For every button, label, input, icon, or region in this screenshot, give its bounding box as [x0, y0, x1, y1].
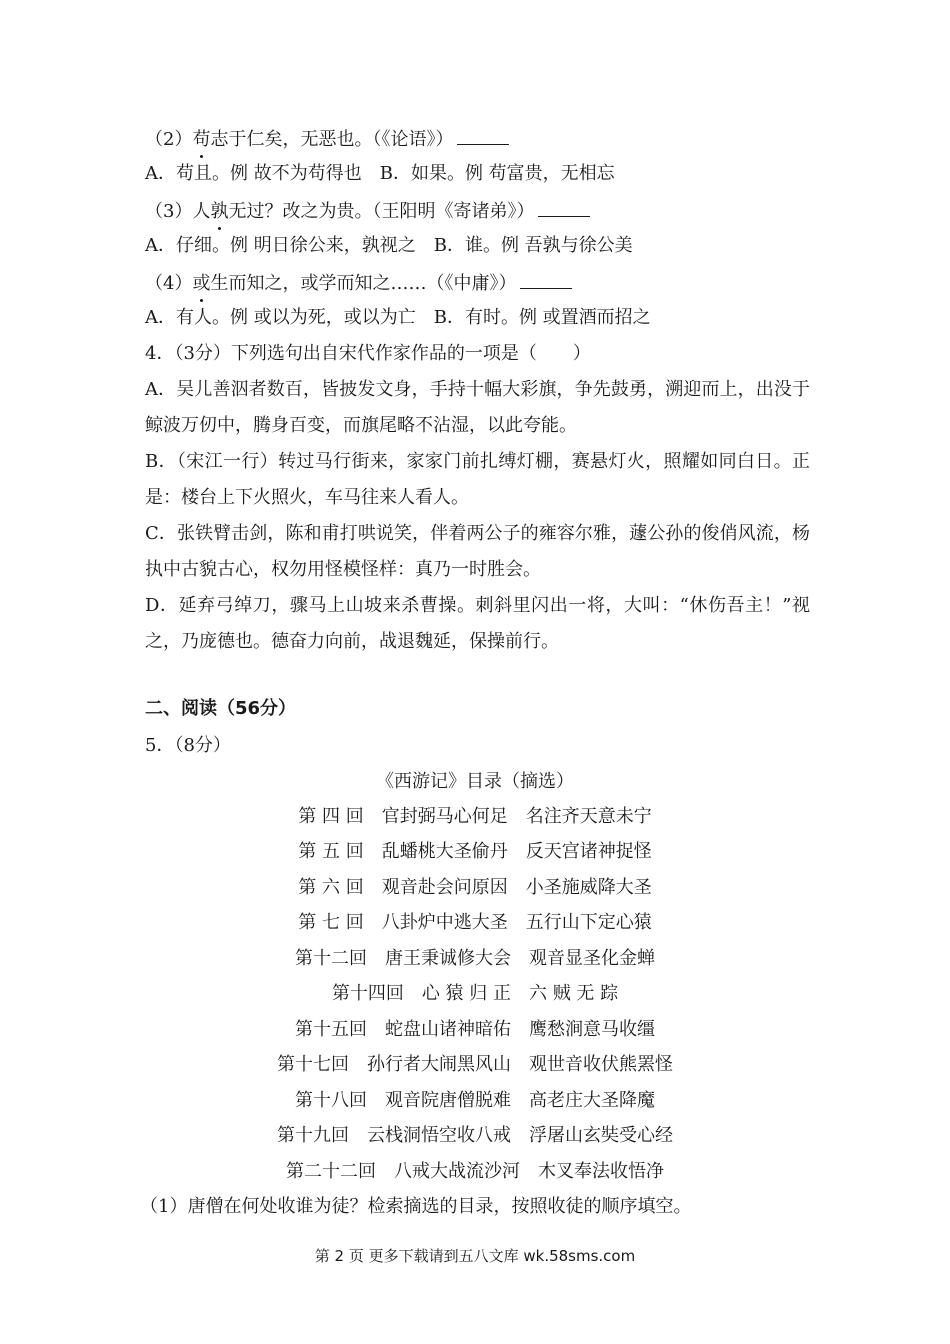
q3-answer-blank[interactable]	[538, 198, 590, 217]
question-4-option-c: C．张铁臂击剑，陈和甫打哄说笑，伴着两公子的雍容尔雅，蘧公孙的俊俏风流，杨执中古貌古心，权勿用怪模怪样：真乃一时胜会。	[145, 523, 810, 580]
toc-row: 第十八回 观音院唐僧脱难 高老庄大圣降魔	[295, 1090, 655, 1111]
question-2-line	[145, 126, 509, 152]
q2-prefix: （2）	[145, 129, 193, 150]
question-3-options: A．仔细。例 明日徐公来，孰视之 B．谁。例 吾孰与徐公美	[145, 235, 633, 256]
q2-answer-blank[interactable]	[457, 126, 509, 145]
q3-prefix: （3）人	[145, 201, 211, 222]
question-4-option-a: A．吴儿善泅者数百，皆披发文身，手持十幅大彩旗，争先鼓勇，溯迎而上，出没于鲸波万仞中，腾身百变，而旗尾略不沾湿，以此夸能。	[145, 379, 810, 436]
question-4sub-line	[145, 270, 572, 296]
q4sub-answer-blank[interactable]	[520, 270, 572, 289]
section-2-title: 二、阅读（56分）	[145, 698, 297, 719]
toc-row: 第 六 回 观音赴会问原因 小圣施威降大圣	[298, 877, 652, 898]
toc-row: 第 七 回 八卦炉中逃大圣 五行山下定心猿	[298, 912, 652, 933]
q2-text: 志于仁矣，无恶也。（《论语》）	[210, 129, 454, 150]
q4sub-prefix: （4）	[145, 273, 193, 294]
page-footer: 第 2 页 更多下载请到五八文库 wk.58sms.com	[314, 1247, 636, 1265]
toc-row: 第 五 回 乱蟠桃大圣偷丹 反天宫诸神捉怪	[298, 841, 652, 862]
toc-row: 第十九回 云栈洞悟空收八戒 浮屠山玄奘受心经	[277, 1125, 673, 1146]
toc-title: 《西游记》目录（摘选）	[376, 771, 574, 792]
q4sub-text: 生而知之，或学而知之……（《中庸》）	[210, 273, 517, 294]
question-5-sub-1: （1）唐僧在何处收谁为徒？检索摘选的目录，按照收徒的顺序填空。	[140, 1196, 692, 1217]
toc-row: 第二十二回 八戒大战流沙河 木叉奉法收悟净	[286, 1161, 664, 1182]
question-4-option-d: D．延弃弓绰刀，骤马上山坡来杀曹操。刺斜里闪出一将，大叫：“休伤吾主！”视之，乃庞德也。德奋力向前，战退魏延，保操前行。	[145, 595, 810, 652]
toc-row: 第十五回 蛇盘山诸神暗佑 鹰愁涧意马收缰	[295, 1019, 655, 1040]
q4sub-emphasized-char: 或	[192, 273, 211, 294]
question-5-stem: 5．（8分）	[145, 735, 231, 756]
question-4-stem: 4．（3分）下列选句出自宋代作家作品的一项是（ ）	[145, 343, 591, 364]
question-4-option-b: B．（宋江一行）转过马行街来，家家门前扎缚灯棚，赛悬灯火，照耀如同白日。正是：楼台上下火照火，车马往来人看人。	[145, 451, 810, 508]
q3-emphasized-char: 孰	[210, 201, 229, 222]
toc-row: 第十二回 唐王秉诚修大会 观音显圣化金蝉	[295, 948, 655, 969]
toc-row: 第十四回 心 猿 归 正 六 贼 无 踪	[331, 983, 619, 1004]
question-3-line	[145, 198, 590, 224]
question-2-options: A．苟且。例 故不为苟得也 B．如果。例 苟富贵，无相忘	[145, 163, 615, 184]
q2-emphasized-char: 苟	[192, 129, 211, 150]
toc-row: 第 四 回 官封弼马心何足 名注齐天意未宁	[298, 806, 652, 827]
question-4sub-options: A．有人。例 或以为死，或以为亡 B．有时。例 或置酒而招之	[145, 307, 651, 328]
toc-row: 第十七回 孙行者大闹黑风山 观世音收伏熊罴怪	[277, 1054, 673, 1075]
q3-text: 无过？改之为贵。（王阳明《寄诸弟》）	[228, 201, 535, 222]
